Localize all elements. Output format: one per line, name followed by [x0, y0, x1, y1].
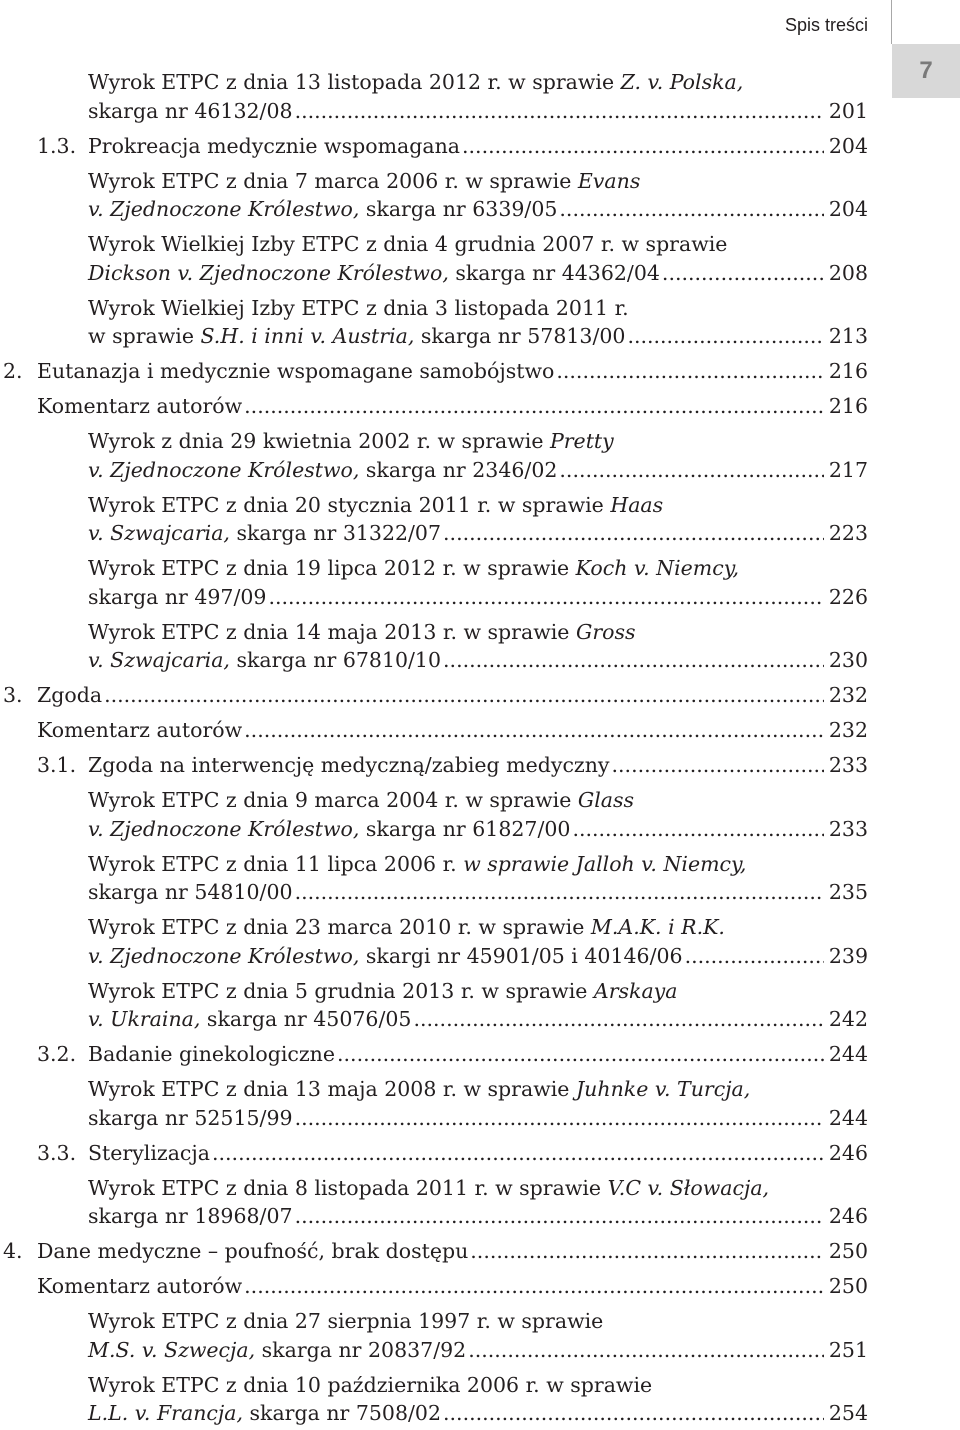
entry-title [88, 751, 610, 780]
entry-text: skarga nr 54810/00 [88, 880, 293, 904]
case-name: V.C v. Słowacja, [607, 1175, 770, 1200]
page-number: 217 [828, 457, 868, 482]
entry-text: Wyrok ETPC z dnia 7 marca 2006 r. w sprawie [88, 168, 578, 193]
toc-entry-section [0, 681, 868, 710]
toc-line [0, 1174, 868, 1203]
case-name: Arskaya [593, 978, 678, 1003]
toc-entry-case [0, 786, 868, 843]
toc-line [0, 357, 868, 386]
page-number: 208 [828, 260, 868, 285]
entry-text: Wyrok ETPC z dnia 11 lipca 2006 r. [88, 851, 464, 876]
toc-entry-section [0, 1237, 868, 1266]
entry-text: Dane medyczne – poufność, brak dostępu [37, 1239, 469, 1263]
case-name: Juhnke v. Turcja, [575, 1077, 751, 1101]
page-number: 216 [828, 359, 868, 383]
toc-entry-case [0, 230, 868, 287]
toc-entry-case [0, 1174, 868, 1231]
page-number: 226 [828, 584, 868, 609]
toc-line [0, 392, 868, 421]
entry-text: skarga nr 7508/02 [242, 1401, 442, 1425]
page-number: 246 [828, 1204, 868, 1228]
case-name: v. Zjednoczone Królestwo, [88, 943, 360, 968]
toc-entry-commentary [0, 716, 868, 745]
table-of-contents [0, 68, 868, 1428]
entry-title [88, 913, 725, 942]
entry-text: w sprawie [88, 324, 201, 348]
toc-entry-case [0, 554, 868, 611]
entry-title [88, 519, 441, 548]
toc-entry-case [0, 977, 868, 1034]
entry-title [88, 230, 727, 259]
toc-entry-commentary [0, 392, 868, 421]
entry-title [37, 1272, 242, 1301]
dot-leader [443, 1399, 824, 1428]
entry-text: Wyrok ETPC z dnia 8 listopada 2011 r. w sprawie [88, 1175, 608, 1200]
toc-entry-case [0, 491, 868, 548]
entry-text: skarga nr 46132/08 [88, 98, 293, 123]
case-name: M.S. v. Szwecja, [88, 1337, 256, 1362]
entry-title [88, 1336, 466, 1365]
entry-text: Wyrok ETPC z dnia 13 maja 2008 r. w sprawie [88, 1077, 576, 1101]
page-number: 232 [828, 718, 868, 742]
page-number: 232 [828, 683, 868, 707]
entry-text: Wyrok ETPC z dnia 20 stycznia 2011 r. w sprawie [88, 492, 611, 517]
page-number: 233 [828, 816, 868, 841]
entry-text: Prokreacja medycznie wspomagana [88, 133, 461, 158]
toc-entry-case [0, 167, 868, 224]
toc-line [0, 294, 868, 323]
entry-text: skarga nr 20837/92 [255, 1337, 467, 1362]
entry-title [88, 815, 570, 844]
case-name: v. Zjednoczone Królestwo, [88, 197, 360, 221]
toc-line [0, 583, 868, 612]
toc-line [0, 1307, 868, 1336]
dot-leader [468, 1336, 824, 1365]
page-number: 204 [828, 197, 868, 221]
entry-title [88, 322, 625, 351]
entry-text: Zgoda na interwencję medyczną/zabieg medyczny [88, 753, 610, 777]
toc-line [0, 618, 868, 647]
toc-line [0, 1237, 868, 1266]
entry-number: 3.3. [37, 1140, 77, 1165]
entry-title [88, 132, 460, 161]
dot-leader [559, 195, 823, 224]
entry-text: Wyrok ETPC z dnia 23 marca 2010 r. w sprawie [88, 915, 591, 939]
dot-leader [559, 456, 823, 485]
dot-leader [443, 519, 824, 548]
entry-text: Wyrok ETPC z dnia 14 maja 2013 r. w sprawie [88, 619, 576, 644]
case-name: Pretty [549, 429, 614, 453]
toc-entry-subsection [0, 1040, 868, 1069]
entry-text: skarga nr 2346/02 [359, 457, 558, 482]
dot-leader [295, 1104, 824, 1133]
toc-line [0, 681, 868, 710]
dot-leader [556, 357, 823, 386]
case-name: v. Szwajcaria, [88, 521, 230, 545]
entry-text: Badanie ginekologiczne [88, 1042, 336, 1066]
entry-number: 2. [3, 359, 23, 383]
dot-leader [212, 1139, 824, 1168]
dot-leader [572, 815, 823, 844]
toc-line [0, 1272, 868, 1301]
dot-leader [295, 97, 824, 126]
entry-title [88, 97, 293, 126]
page-number: 204 [828, 133, 868, 158]
entry-title [37, 392, 242, 421]
toc-entry-case [0, 618, 868, 675]
entry-title [88, 1075, 750, 1104]
toc-entry-subsection [0, 132, 868, 161]
toc-entry-case [0, 1307, 868, 1364]
entry-title [88, 491, 663, 520]
dot-leader [244, 1272, 824, 1301]
entry-text: skarga nr 61827/00 [359, 816, 571, 841]
entry-text: Wyrok ETPC z dnia 27 sierpnia 1997 r. w sprawie [88, 1309, 604, 1333]
entry-title [88, 1174, 769, 1203]
entry-title [37, 1237, 468, 1266]
entry-title [88, 618, 636, 647]
case-name: Z. v. Polska, [620, 70, 744, 94]
dot-leader [337, 1040, 824, 1069]
entry-title [88, 1139, 210, 1168]
toc-line [0, 1202, 868, 1231]
toc-line [0, 913, 868, 942]
toc-line [0, 519, 868, 548]
case-name: v. Zjednoczone Królestwo, [88, 816, 360, 841]
toc-line [0, 68, 868, 97]
case-name: Evans [577, 168, 641, 193]
toc-line [0, 230, 868, 259]
page-number-label: 7 [919, 57, 933, 84]
entry-text: Eutanazja i medycznie wspomagane samobójstwo [37, 359, 555, 383]
case-name: Dickson v. Zjednoczone Królestwo, [88, 260, 449, 285]
case-name: Glass [577, 788, 635, 812]
entry-title [88, 554, 739, 583]
page-number: 244 [828, 1105, 868, 1130]
toc-line [0, 1399, 868, 1428]
case-name: Gross [575, 619, 636, 644]
entry-text: skarga nr 45076/05 [200, 1007, 412, 1031]
entry-text: skarga nr 44362/04 [448, 260, 660, 285]
page-number: 250 [828, 1239, 868, 1263]
entry-text: Zgoda [37, 683, 103, 707]
toc-line [0, 646, 868, 675]
entry-title [88, 1399, 441, 1428]
case-name: v. Ukraina, [88, 1007, 201, 1031]
entry-title [88, 646, 441, 675]
entry-text: skarga nr 497/09 [88, 584, 267, 609]
page-number: 233 [828, 753, 868, 777]
toc-entry-commentary [0, 1272, 868, 1301]
entry-text: Wyrok z dnia 29 kwietnia 2002 r. w sprawie [88, 429, 550, 453]
entry-title [88, 68, 743, 97]
case-name: v. Zjednoczone Królestwo, [88, 457, 360, 482]
page-number: 246 [828, 1140, 868, 1165]
dot-leader [268, 583, 823, 612]
entry-title [88, 977, 677, 1006]
toc-line [0, 195, 868, 224]
entry-text: Wyrok ETPC z dnia 19 lipca 2012 r. w sprawie [88, 556, 576, 580]
page-number: 242 [828, 1007, 868, 1031]
toc-entry-case [0, 294, 868, 351]
entry-text: Wyrok ETPC z dnia 13 listopada 2012 r. w sprawie [88, 70, 621, 94]
entry-text: skargi nr 45901/05 i 40146/06 [359, 943, 683, 968]
entry-text: Wyrok ETPC z dnia 5 grudnia 2013 r. w sprawie [88, 978, 594, 1003]
toc-entry-case [0, 1371, 868, 1428]
toc-entry-section [0, 357, 868, 386]
page-number: 250 [828, 1274, 868, 1298]
toc-line [0, 942, 868, 971]
toc-line [0, 977, 868, 1006]
dot-leader [462, 132, 824, 161]
page-number: 201 [828, 98, 868, 123]
toc-line [0, 456, 868, 485]
toc-line [0, 427, 868, 456]
toc-line [0, 716, 868, 745]
case-name: S.H. i inni v. Austria, [200, 324, 415, 348]
dot-leader [612, 751, 824, 780]
entry-title [88, 942, 683, 971]
page-number: 244 [828, 1042, 868, 1066]
toc-line [0, 1104, 868, 1133]
toc-line [0, 751, 868, 780]
toc-entry-subsection [0, 751, 868, 780]
entry-text: skarga nr 31322/07 [229, 521, 442, 545]
toc-entry-case [0, 68, 868, 125]
entry-title [88, 1040, 335, 1069]
entry-number: 1.3. [37, 133, 77, 158]
toc-line [0, 259, 868, 288]
entry-number: 3.2. [37, 1042, 77, 1066]
toc-line [0, 554, 868, 583]
toc-line [0, 1040, 868, 1069]
toc-line [0, 1371, 868, 1400]
dot-leader [627, 322, 823, 351]
toc-line [0, 786, 868, 815]
dot-leader [295, 878, 824, 907]
dot-leader [443, 646, 824, 675]
toc-line [0, 815, 868, 844]
page-number: 223 [828, 521, 868, 545]
toc-entry-case [0, 427, 868, 484]
entry-text: Komentarz autorów [37, 718, 243, 742]
dot-leader [244, 392, 824, 421]
toc-line [0, 850, 868, 879]
toc-line [0, 167, 868, 196]
entry-text: skarga nr 18968/07 [88, 1204, 293, 1228]
dot-leader [104, 681, 824, 710]
entry-title [88, 1104, 293, 1133]
entry-text: Sterylizacja [88, 1140, 210, 1165]
entry-title [88, 1005, 411, 1034]
entry-title [88, 195, 557, 224]
entry-title [88, 456, 557, 485]
page-number: 239 [828, 943, 868, 968]
case-name: w sprawie Jalloh v. Niemcy, [463, 851, 747, 876]
toc-line [0, 878, 868, 907]
page-number: 254 [828, 1401, 868, 1425]
page-number-tab [892, 44, 960, 98]
page-number: 235 [828, 880, 868, 904]
toc-entry-case [0, 850, 868, 907]
case-name: L.L. v. Francja, [88, 1401, 243, 1425]
toc-line [0, 97, 868, 126]
entry-title [88, 1371, 652, 1400]
entry-text: Wyrok ETPC z dnia 9 marca 2004 r. w sprawie [88, 788, 578, 812]
entry-text: skarga nr 6339/05 [359, 197, 558, 221]
entry-title [88, 1202, 293, 1231]
case-name: Koch v. Niemcy, [575, 556, 740, 580]
case-name: Haas [610, 492, 664, 517]
toc-line [0, 1139, 868, 1168]
running-title: Spis treści [784, 15, 868, 35]
entry-title [88, 850, 746, 879]
entry-title [88, 259, 660, 288]
toc-line [0, 132, 868, 161]
header-divider [891, 0, 892, 44]
entry-number: 3.1. [37, 753, 77, 777]
entry-title [88, 583, 266, 612]
entry-text: Komentarz autorów [37, 1274, 243, 1298]
toc-line [0, 491, 868, 520]
dot-leader [413, 1005, 823, 1034]
entry-text: skarga nr 52515/99 [88, 1105, 293, 1130]
toc-line [0, 1075, 868, 1104]
dot-leader [244, 716, 824, 745]
toc-entry-case [0, 913, 868, 970]
dot-leader [295, 1202, 824, 1231]
page-number: 251 [828, 1337, 868, 1362]
case-name: v. Szwajcaria, [88, 648, 230, 672]
page-number: 216 [828, 394, 868, 418]
entry-title [37, 716, 242, 745]
entry-text: Wyrok Wielkiej Izby ETPC z dnia 4 grudnia 2007 r. w sprawie [88, 232, 728, 256]
toc-line [0, 1336, 868, 1365]
entry-title [88, 167, 640, 196]
entry-title [88, 294, 629, 323]
entry-text: Wyrok Wielkiej Izby ETPC z dnia 3 listopada 2011 r. [88, 295, 629, 320]
entry-title [37, 681, 102, 710]
toc-entry-subsection [0, 1139, 868, 1168]
entry-title [88, 427, 614, 456]
toc-line [0, 322, 868, 351]
entry-text: skarga nr 57813/00 [414, 324, 626, 348]
dot-leader [685, 942, 824, 971]
entry-title [37, 357, 554, 386]
case-name: M.A.K. i R.K. [590, 915, 725, 939]
entry-text: Wyrok ETPC z dnia 10 października 2006 r. w sprawie [88, 1372, 653, 1397]
toc-entry-case [0, 1075, 868, 1132]
dot-leader [662, 259, 824, 288]
entry-title [88, 878, 293, 907]
entry-title [88, 1307, 603, 1336]
entry-number: 3. [3, 683, 23, 707]
entry-title [88, 786, 634, 815]
entry-text: Komentarz autorów [37, 394, 243, 418]
page-number: 213 [828, 324, 868, 348]
page-number: 230 [828, 648, 868, 672]
toc-line [0, 1005, 868, 1034]
dot-leader [470, 1237, 824, 1266]
entry-number: 4. [3, 1239, 23, 1263]
entry-text: skarga nr 67810/10 [229, 648, 442, 672]
